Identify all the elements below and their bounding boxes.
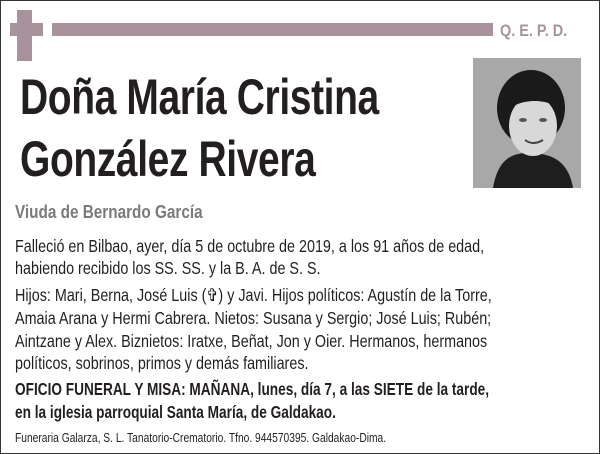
deceased-name-line1: Doña María Cristina <box>20 69 379 125</box>
body-line: habiendo recibido los SS. SS. y la B. A. de S. S. <box>15 258 321 278</box>
body-line: políticos, sobrinos, primos y demás familiares. <box>15 353 309 373</box>
funeral-line: OFICIO FUNERAL Y MISA: MAÑANA, lunes, día 7, a las SIETE de la tarde, <box>15 379 490 399</box>
deceased-name-line2: González Rivera <box>20 131 316 187</box>
portrait-photo <box>473 58 581 188</box>
subtitle: Viuda de Bernardo García <box>15 202 203 222</box>
qepd-label: Q. E. P. D. <box>500 21 568 40</box>
funeral-home-footer: Funeraria Galarza, S. L. Tanatorio-Crematorio. Tfno. 944570395. Galdakao-Dima. <box>15 431 387 445</box>
funeral-line: en la iglesia parroquial Santa María, de Galdakao. <box>15 402 336 422</box>
body-line: Amaia Arana y Hermi Cabrera. Nietos: Susana y Sergio; José Luis; Rubén; <box>15 308 492 328</box>
body-line: Hijos: Mari, Berna, José Luis (✞) y Javi. Hijos políticos: Agustín de la Torre, <box>15 285 492 305</box>
body-line: Falleció en Bilbao, ayer, día 5 de octubre de 2019, a los 91 años de edad, <box>15 236 485 256</box>
body-line: Aintzane y Alex. Biznietos: Iratxe, Beñat, Jon y Oier. Hermanos, hermanos <box>15 331 488 351</box>
header-rule <box>52 23 493 36</box>
